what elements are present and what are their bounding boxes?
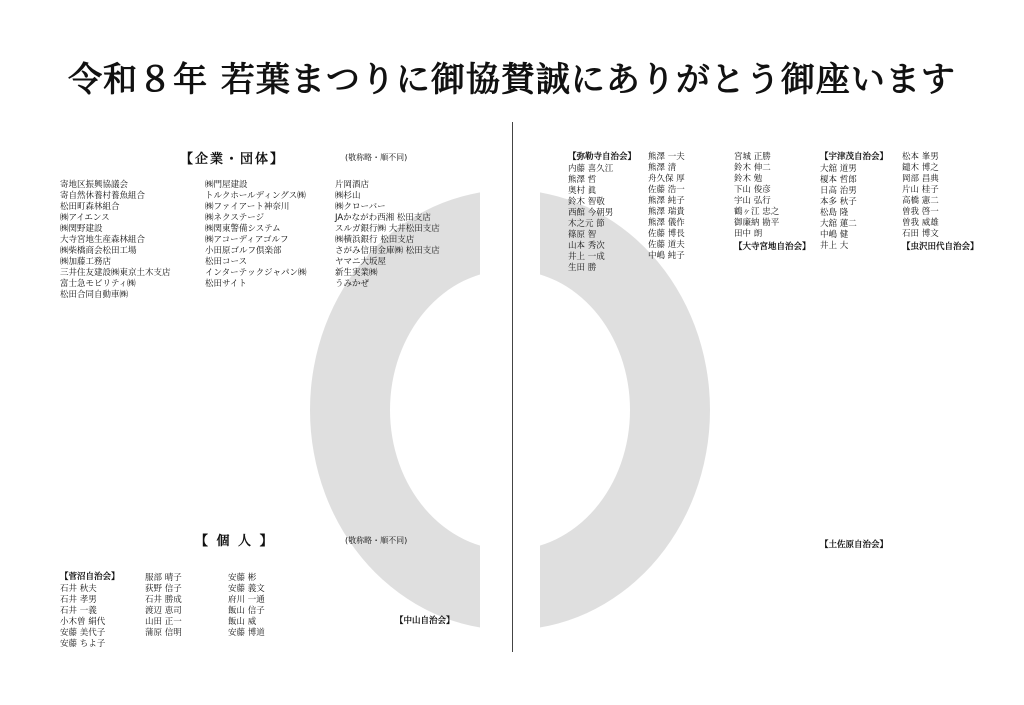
list-item: 松本 峯男 xyxy=(902,152,939,162)
list-item: 石井 一義 xyxy=(60,606,97,616)
list-item: 松島 隆 xyxy=(820,208,849,218)
list-item: 小田原ゴルフ倶楽部 xyxy=(205,246,282,256)
list-item: 中嶋 健 xyxy=(820,230,849,240)
list-item: 井上 大 xyxy=(820,241,849,251)
list-item: 安藤 義文 xyxy=(228,584,265,594)
list-item: うみかぜ xyxy=(335,279,370,289)
list-item: 安藤 ちよ子 xyxy=(60,639,106,649)
list-item: 熊澤 純子 xyxy=(648,196,685,206)
group-label-ootera-miyaji: 【大寺宮地自治会】 xyxy=(734,242,811,252)
group-label-tosahara: 【土佐原自治会】 xyxy=(820,540,889,550)
list-item: 曽我 啓一 xyxy=(902,207,939,217)
list-item: 日高 治男 xyxy=(820,186,857,196)
list-item: 新生実業㈱ xyxy=(335,268,378,278)
list-item: 生田 勝 xyxy=(568,263,597,273)
list-item: 荻野 信子 xyxy=(145,584,182,594)
list-item: 井上 一成 xyxy=(568,252,605,262)
list-item: 鑓木 博之 xyxy=(902,163,939,173)
page-title: 令和８年 若葉まつりに御協賛誠にありがとう御座います xyxy=(68,60,956,100)
corporate-heading: 【企業・団体】 xyxy=(180,152,286,167)
list-item: 下山 俊彦 xyxy=(734,185,771,195)
list-item: 大舘 蓮二 xyxy=(820,219,857,229)
list-item: 西館 今朝男 xyxy=(568,208,614,218)
individual-heading: 【 個 人 】 xyxy=(195,534,275,549)
list-item: 佐藤 浩一 xyxy=(648,185,685,195)
list-item: スルガ銀行㈱ 大井松田支店 xyxy=(335,224,440,234)
list-item: 寄地区振興協議会 xyxy=(60,180,129,190)
group-label-mushisawa-tashiro: 【虫沢田代自治会】 xyxy=(902,242,979,252)
list-item: 舟久保 厚 xyxy=(648,174,685,184)
list-item: 高橋 憲二 xyxy=(902,196,939,206)
list-item: 曽我 威雄 xyxy=(902,218,939,228)
list-item: 石井 秋夫 xyxy=(60,584,97,594)
list-item: 榎本 哲郎 xyxy=(820,175,857,185)
corporate-note: (敬称略・順不同) xyxy=(345,153,408,162)
list-item: 山田 正一 xyxy=(145,617,182,627)
list-item: 岡部 昌典 xyxy=(902,174,939,184)
corporate-column-3 xyxy=(335,180,440,290)
list-item: 御廉納 勘平 xyxy=(734,218,780,228)
list-item: 松田サイト xyxy=(205,279,247,289)
list-item: 奥村 眞 xyxy=(568,186,597,196)
corporate-column-2 xyxy=(205,180,307,290)
list-item: 木之元 節 xyxy=(568,219,605,229)
list-item: 鈴木 智敬 xyxy=(568,197,605,207)
list-item: 篠原 智 xyxy=(568,230,597,240)
list-item: 府川 一通 xyxy=(228,595,265,605)
list-item: 服部 晴子 xyxy=(145,573,182,583)
list-item: 鈴木 勉 xyxy=(734,174,763,184)
list-item: 熊澤 哲 xyxy=(568,175,597,185)
list-item: 三井住友建設㈱東京土木支店 xyxy=(60,268,171,278)
individual-column-1 xyxy=(60,584,105,650)
list-item: 本多 秋子 xyxy=(820,197,857,207)
list-item: 松田町森林組合 xyxy=(60,202,120,212)
list-item: 田中 朗 xyxy=(734,229,763,239)
list-item: 渡辺 恵司 xyxy=(145,606,182,616)
list-item: 富士急モビリティ㈱ xyxy=(60,279,136,289)
right-column-1 xyxy=(568,164,613,274)
group-label-mirokuji: 【弥勒寺自治会】 xyxy=(568,152,637,162)
list-item: ヤマニ大坂屋 xyxy=(335,257,387,267)
list-item: ㈱関東警備システム xyxy=(205,224,281,234)
list-item: 飯山 威 xyxy=(228,617,257,627)
list-item: 鶴ヶ江 忠之 xyxy=(734,207,780,217)
list-item: JAかながわ西湘 松田支店 xyxy=(335,213,431,223)
list-item: 石井 孝男 xyxy=(60,595,97,605)
group-label-utsumo: 【宇津茂自治会】 xyxy=(820,152,889,162)
group-label-nakayama: 【中山自治会】 xyxy=(395,616,455,626)
right-column-4 xyxy=(820,164,857,252)
list-item: ㈱横浜銀行 松田支店 xyxy=(335,235,415,245)
list-item: 寄自然休養村養魚組合 xyxy=(60,191,146,201)
list-item: 松田合同自動車㈱ xyxy=(60,290,129,300)
list-item: 鈴木 伸二 xyxy=(734,163,771,173)
individual-column-2 xyxy=(145,573,182,639)
list-item: ㈱アイエンス xyxy=(60,213,110,223)
individual-column-3 xyxy=(228,573,265,639)
list-item: 石田 博文 xyxy=(902,229,939,239)
list-item: 大寺宮地生産森林組合 xyxy=(60,235,146,245)
list-item: ㈱門屋建設 xyxy=(205,180,248,190)
list-item: ㈱アコーディアゴルフ xyxy=(205,235,289,245)
list-item: 小木曽 絹代 xyxy=(60,617,106,627)
list-item: 大舘 道男 xyxy=(820,164,857,174)
list-item: インターテックジャパン㈱ xyxy=(205,268,307,278)
corporate-column-1 xyxy=(60,180,171,301)
list-item: 蒲原 信明 xyxy=(145,628,182,638)
list-item: ㈱杉山 xyxy=(335,191,361,201)
right-column-3 xyxy=(734,152,779,240)
list-item: 安藤 博道 xyxy=(228,628,265,638)
list-item: 安藤 彬 xyxy=(228,573,257,583)
list-item: 石井 勝成 xyxy=(145,595,182,605)
list-item: 宇山 弘行 xyxy=(734,196,771,206)
list-item: ㈱加藤工務店 xyxy=(60,257,112,267)
list-item: 松田コース xyxy=(205,257,248,267)
list-item: 片山 桂子 xyxy=(902,185,939,195)
list-item: 安藤 美代子 xyxy=(60,628,106,638)
list-item: トルクホールディングス㈱ xyxy=(205,191,306,201)
list-item: さがみ信用金庫㈱ 松田支店 xyxy=(335,246,440,256)
list-item: 熊澤 瑞貴 xyxy=(648,207,685,217)
list-item: 宮城 正勝 xyxy=(734,152,771,162)
right-column-2 xyxy=(648,152,685,262)
list-item: ㈱関野建設 xyxy=(60,224,103,234)
individual-note: (敬称略・順不同) xyxy=(345,536,408,545)
list-item: 中嶋 純子 xyxy=(648,251,685,261)
list-item: ㈱ファイアート神奈川 xyxy=(205,202,290,212)
group-label-sugenuma: 【菅沼自治会】 xyxy=(60,572,120,582)
right-column-5 xyxy=(902,152,939,240)
list-item: 内藤 喜久江 xyxy=(568,164,614,174)
column-divider xyxy=(512,122,513,652)
list-item: 山本 秀次 xyxy=(568,241,605,251)
list-item: 佐藤 道夫 xyxy=(648,240,685,250)
list-item: ㈱柴橋商会松田工場 xyxy=(60,246,137,256)
list-item: ㈱ネクステージ xyxy=(205,213,265,223)
list-item: 飯山 信子 xyxy=(228,606,265,616)
list-item: 片岡酒店 xyxy=(335,180,370,190)
list-item: 熊澤 清 xyxy=(648,163,677,173)
list-item: ㈱クローバー xyxy=(335,202,386,212)
list-item: 熊澤 儀作 xyxy=(648,218,685,228)
list-item: 熊澤 一夫 xyxy=(648,152,685,162)
list-item: 佐藤 博長 xyxy=(648,229,685,239)
